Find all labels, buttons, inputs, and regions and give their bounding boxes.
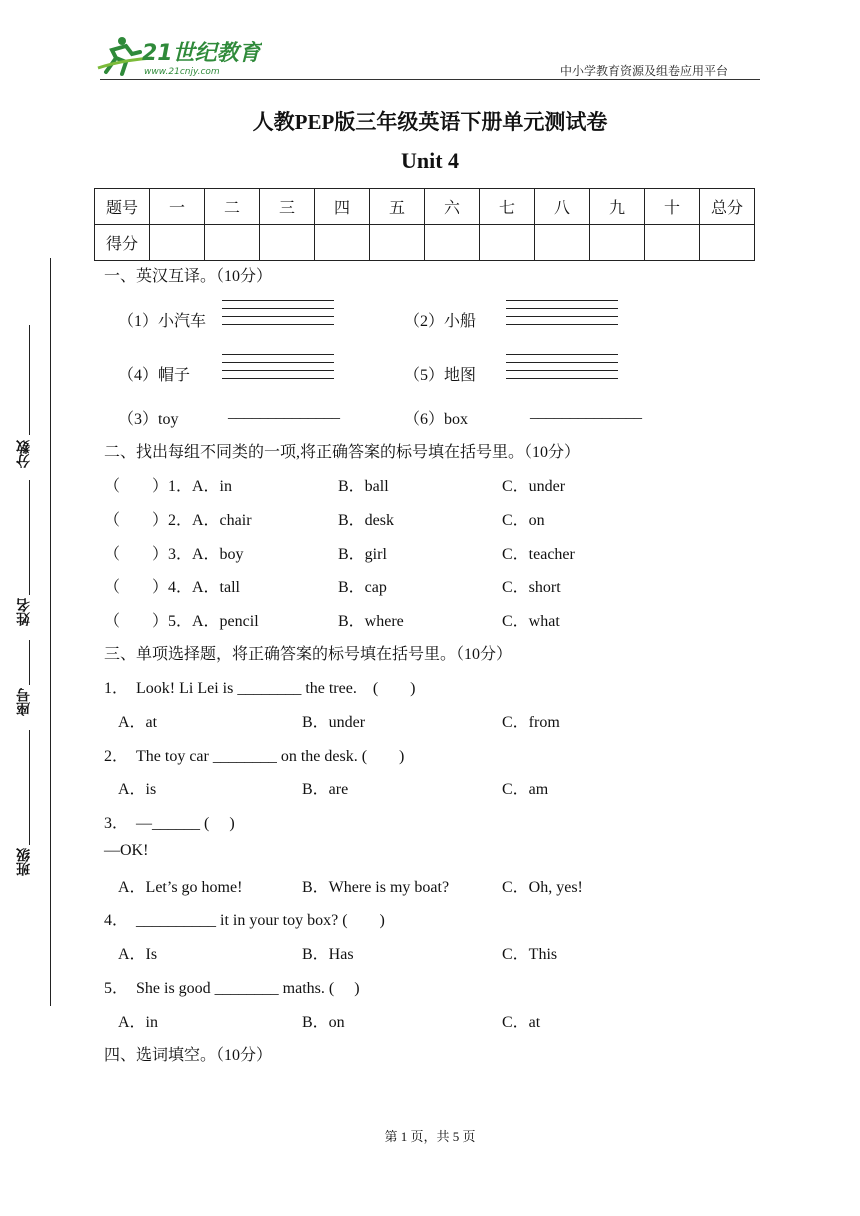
translate-item-4: （4）帽子 [118, 367, 191, 384]
odd-one-out-row: （ ）5．A．pencil [104, 613, 259, 630]
odd-one-out-row: （ ）2．A．chair [104, 512, 252, 529]
score-cell[interactable] [205, 225, 260, 261]
logo-url: www.21cnjy.com [144, 67, 220, 77]
score-cell[interactable] [535, 225, 590, 261]
score-table-header-cell: 十 [645, 189, 700, 225]
writing-lines[interactable] [506, 300, 618, 330]
score-cell[interactable] [150, 225, 205, 261]
score-cell[interactable] [645, 225, 700, 261]
score-table-header-cell: 四 [315, 189, 370, 225]
option-c: C．from [502, 714, 560, 731]
translate-item-3: （3）toy [118, 411, 179, 428]
answer-blank[interactable]: ______________ [530, 404, 642, 421]
option-c: C．am [502, 781, 549, 798]
option-b: B．ball [338, 478, 389, 495]
answer-blank[interactable]: ______________ [228, 404, 340, 421]
score-cell[interactable] [370, 225, 425, 261]
score-table-score-row [95, 225, 755, 261]
score-table-header-cell: 八 [535, 189, 590, 225]
binding-blank-class[interactable] [29, 730, 30, 845]
score-table-header-cell: 一 [150, 189, 205, 225]
option-b: B．on [302, 1014, 345, 1031]
option-c: C．short [502, 579, 561, 596]
option-a: A．Let’s go home! [118, 879, 243, 896]
option-a: A．is [118, 781, 157, 798]
page-footer: 第 1 页，共 5 页 [384, 1129, 476, 1144]
option-a: A．Is [118, 946, 158, 963]
option-b: B．Where is my boat? [302, 879, 450, 896]
binding-label-name: 姓名 [16, 598, 32, 626]
score-table-header-cell: 三 [260, 189, 315, 225]
question-3-reply: —OK! [104, 842, 149, 859]
writing-lines[interactable] [222, 300, 334, 330]
option-c: C．Oh, yes! [502, 879, 583, 896]
option-c: C．what [502, 613, 560, 630]
option-b: B．where [338, 613, 404, 630]
question-3: 3． —______ ( ) [104, 815, 235, 832]
page-title: 人教PEP版三年级英语下册单元测试卷 [252, 110, 608, 134]
score-table-header-cell: 五 [370, 189, 425, 225]
page-subtitle: Unit 4 [400, 148, 460, 173]
option-a: A．in [118, 1014, 159, 1031]
binding-blank-seat[interactable] [29, 640, 30, 685]
translate-item-6: （6）box [404, 411, 469, 428]
question-4: 4． __________ it in your toy box? ( ) [104, 912, 385, 929]
score-cell[interactable] [315, 225, 370, 261]
score-table-header-cell: 题号 [95, 189, 150, 225]
option-c: C．on [502, 512, 545, 529]
platform-name: 中小学教育资源及组卷应用平台 [560, 64, 729, 78]
score-table-header-cell: 七 [480, 189, 535, 225]
score-table-header-cell: 二 [205, 189, 260, 225]
binding-blank-score[interactable] [29, 325, 30, 435]
question-2: 2． The toy car ________ on the desk. ( ) [104, 748, 405, 765]
site-logo [92, 32, 262, 80]
option-b: B．cap [338, 579, 387, 596]
score-table [94, 188, 755, 261]
score-cell[interactable] [425, 225, 480, 261]
score-row-label: 得分 [95, 225, 150, 261]
odd-one-out-row: （ ）4．A．tall [104, 579, 240, 596]
score-table-header-cell: 九 [590, 189, 645, 225]
odd-one-out-row: （ ）3．A．boy [104, 546, 244, 563]
option-c: C．teacher [502, 546, 575, 563]
question-1: 1． Look! Li Lei is ________ the tree. ( ) [104, 680, 416, 697]
translate-item-5: （5）地图 [404, 367, 477, 384]
score-cell[interactable] [260, 225, 315, 261]
odd-one-out-row: （ ）1．A．in [104, 478, 233, 495]
writing-lines[interactable] [506, 354, 618, 384]
option-b: B．are [302, 781, 349, 798]
option-b: B．Has [302, 946, 354, 963]
score-cell[interactable] [480, 225, 535, 261]
section-1-heading: 一、英汉互译。（10分） [104, 268, 273, 285]
question-5: 5． She is good ________ maths. ( ) [104, 980, 360, 997]
header-rule [100, 79, 760, 80]
score-table-header-cell: 总分 [700, 189, 755, 225]
translate-item-1: （1）小汽车 [118, 313, 207, 330]
option-b: B．desk [338, 512, 395, 529]
score-cell[interactable] [700, 225, 755, 261]
section-4-heading: 四、选词填空。（10分） [104, 1047, 273, 1064]
section-2-heading: 二、找出每组不同类的一项,将正确答案的标号填在括号里。（10分） [104, 444, 581, 461]
option-a: A．at [118, 714, 158, 731]
score-cell[interactable] [590, 225, 645, 261]
option-c: C．at [502, 1014, 541, 1031]
section-3-heading: 三、单项选择题，将正确答案的标号填在括号里。（10分） [104, 646, 513, 663]
binding-label-class: 班级 [16, 848, 32, 876]
option-c: C．This [502, 946, 558, 963]
option-b: B．girl [338, 546, 387, 563]
score-table-header-row [95, 189, 755, 225]
score-table-header-cell: 六 [425, 189, 480, 225]
binding-blank-name[interactable] [29, 480, 30, 595]
option-b: B．under [302, 714, 366, 731]
translate-item-2: （2）小船 [404, 313, 477, 330]
binding-line [50, 258, 51, 1006]
binding-label-score: 分数 [16, 440, 32, 468]
writing-lines[interactable] [222, 354, 334, 384]
option-c: C．under [502, 478, 566, 495]
logo-text: 21世纪教育 [142, 41, 261, 66]
binding-label-seat: 座号 [16, 688, 32, 716]
